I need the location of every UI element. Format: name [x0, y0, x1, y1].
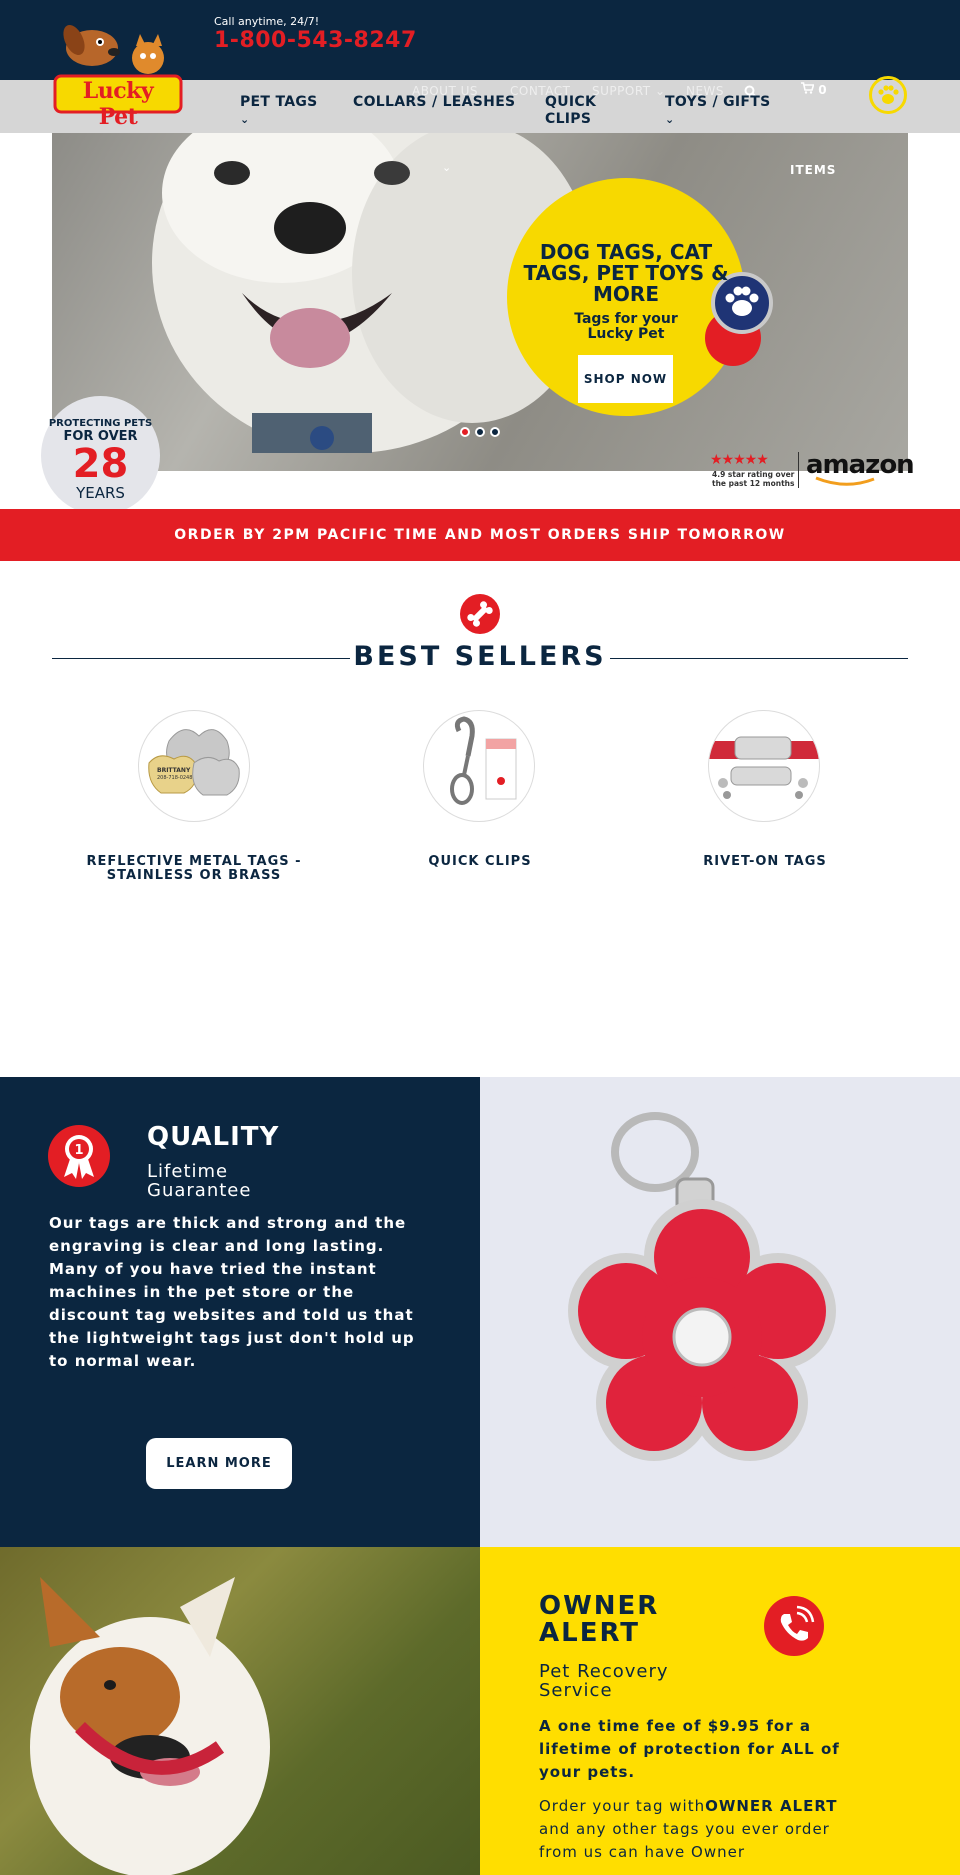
carousel-dots — [460, 427, 500, 437]
product-image-quick-clips[interactable] — [423, 710, 535, 822]
items-label: ITEMS — [790, 163, 837, 177]
chevron-down-icon: ⌄ — [442, 161, 452, 174]
phone-call-icon — [764, 1596, 824, 1656]
owner-alert-prefix: Order your tag with — [539, 1797, 706, 1815]
nav-pet-tags-label: PET TAGS — [240, 94, 318, 110]
flower-tag-panel — [480, 1077, 960, 1547]
learn-more-button[interactable]: LEARN MORE — [146, 1438, 292, 1489]
svg-text:1: 1 — [74, 1143, 84, 1158]
rating-stars-icon: ★★★★★ — [710, 452, 768, 468]
product-label-rivet-tags[interactable]: RIVET-ON TAGS — [703, 854, 827, 869]
call-anytime-label: Call anytime, 24/7! — [214, 15, 320, 28]
about-us-link[interactable]: ABOUT US — [412, 84, 479, 98]
nav-quick-clips-label: QUICK CLIPS — [545, 94, 597, 127]
nav-collars-leashes[interactable] — [353, 94, 515, 111]
badge-line2: FOR OVER — [63, 429, 138, 444]
divider-line — [610, 658, 908, 659]
product-label-reflective-tags[interactable]: REFLECTIVE METAL TAGS - STAINLESS OR BRASS — [86, 854, 302, 883]
rating-text: 4.9 star rating over the past 12 months — [712, 470, 795, 488]
carousel-dot-active[interactable] — [460, 427, 470, 437]
logo-wordmark: Lucky Pet — [82, 78, 154, 130]
news-link[interactable]: NEWS — [686, 84, 725, 98]
chevron-down-icon: ⌄ — [665, 113, 675, 126]
tag-engraving-name: BRITTANY — [157, 767, 191, 774]
nav-toys-gifts-label: TOYS / GIFTS — [665, 94, 771, 110]
quality-subtitle: Lifetime Guarantee — [147, 1161, 252, 1201]
support-label: SUPPORT — [592, 84, 651, 98]
best-sellers-title: BEST SELLERS — [353, 641, 607, 672]
bone-icon — [460, 594, 500, 634]
chevron-down-icon: ⌄ — [240, 113, 250, 126]
nav-pet-tags[interactable] — [240, 94, 318, 128]
cart-count: 0 — [818, 83, 827, 97]
amazon-rating — [710, 450, 914, 492]
flower-tag-image — [480, 1077, 960, 1547]
shop-now-button[interactable]: SHOP NOW — [578, 355, 673, 403]
hero-subheading: Tags for your Lucky Pet — [574, 311, 678, 342]
owner-alert-description — [539, 1795, 859, 1864]
nav-toys-gifts[interactable] — [665, 94, 771, 128]
chevron-down-icon: ⌄ — [654, 84, 666, 98]
tag-engraving-phone: 208-718-0248 — [157, 775, 193, 781]
divider — [798, 452, 799, 488]
badge-unit: YEARS — [76, 484, 125, 502]
award-ribbon-icon — [48, 1125, 110, 1187]
owner-alert-subtitle: Pet Recovery Service — [539, 1661, 669, 1701]
cart-button[interactable] — [801, 82, 827, 97]
product-label-quick-clips[interactable]: QUICK CLIPS — [428, 854, 532, 869]
nav-quick-clips[interactable] — [545, 94, 615, 128]
product-image-reflective-tags[interactable] — [138, 710, 250, 822]
divider-line — [52, 658, 350, 659]
jack-russell-dog-image — [0, 1547, 480, 1875]
quality-title: QUALITY — [147, 1122, 280, 1152]
shipping-banner: ORDER BY 2PM PACIFIC TIME AND MOST ORDERS SHIP TOMORROW — [0, 509, 960, 561]
owner-alert-suffix: and any other tags you ever order from us can have Owner — [539, 1820, 830, 1861]
amazon-smile-icon — [814, 476, 878, 488]
owner-alert-emphasis: OWNER ALERT — [705, 1797, 838, 1815]
lucky-pet-logo[interactable] — [52, 16, 184, 130]
years-badge — [41, 396, 160, 515]
carousel-dot[interactable] — [490, 427, 500, 437]
amazon-logo: amazon — [806, 450, 914, 480]
phone-number-link[interactable]: 1-800-543-8247 — [214, 28, 417, 53]
quality-body: Our tags are thick and strong and the engraving is clear and long lasting. Many of you have tried the instant machines in the pet store or the discount tag websites and told us that the lightweight tags just don't hold up to normal wear. — [49, 1214, 415, 1370]
hero-carousel[interactable] — [52, 133, 908, 471]
owner-alert-title: OWNER ALERT — [539, 1591, 660, 1648]
product-image-rivet-tags[interactable] — [708, 710, 820, 822]
badge-line1: PROTECTING PETS — [48, 418, 153, 429]
cart-icon — [801, 83, 818, 97]
hero-heading: DOG TAGS, CAT TAGS, PET TOYS & MORE — [523, 240, 729, 306]
paw-icon[interactable] — [869, 76, 907, 114]
carousel-dot[interactable] — [475, 427, 485, 437]
nav-collars-leashes-label: COLLARS / LEASHES — [353, 94, 516, 110]
badge-number: 28 — [72, 441, 129, 487]
owner-alert-fee-text: A one time fee of $9.95 for a lifetime of protection for ALL of your pets. — [539, 1717, 840, 1781]
contact-link[interactable]: CONTACT — [510, 84, 571, 98]
